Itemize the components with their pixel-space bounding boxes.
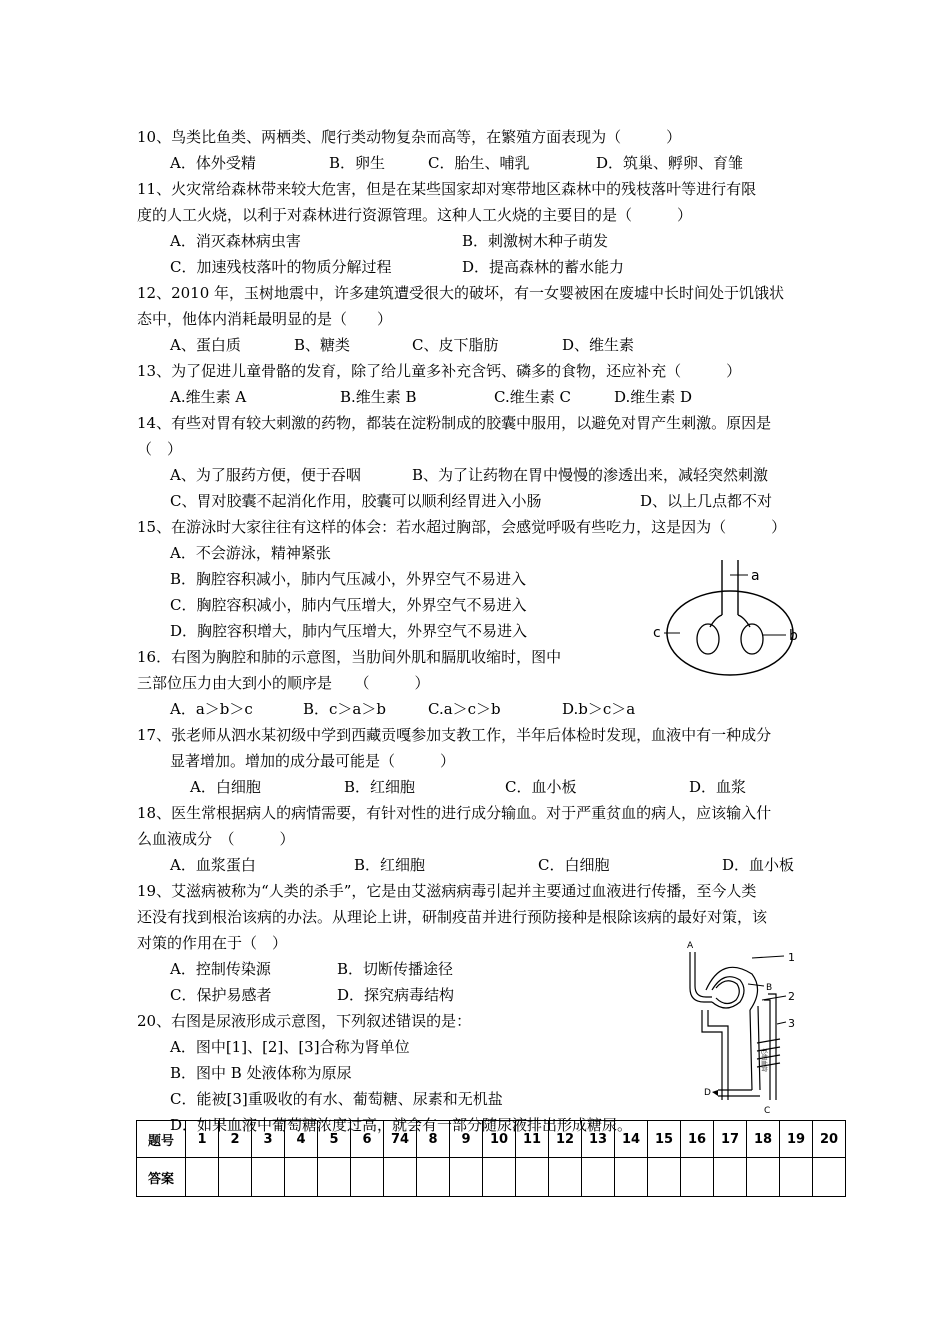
q13-option-c: C.维生素 C [494,388,571,406]
question-number-cell: 20 [813,1121,846,1158]
label-D: D [704,1088,711,1098]
question-number-cell: 18 [747,1121,780,1158]
answer-cell[interactable] [780,1158,813,1197]
q14-option-c: C、胃对胶囊不起消化作用，胶囊可以顺利经胃进入小肠 [170,492,542,510]
question-number-cell: 1 [186,1121,219,1158]
label-c: c [653,625,661,641]
q11-stem-line1: 11、火灾常给森林带来较大危害，但是在某些国家却对寒带地区森林中的残枝落叶等进行有限 [137,180,757,198]
q19-stem-line1: 19、艾滋病被称为“人类的杀手”，它是由艾滋病病毒引起并主要通过血液进行传播，至今人类 [137,882,757,900]
answer-cell[interactable] [483,1158,516,1197]
answer-cell[interactable] [318,1158,351,1197]
q12-option-c: C、皮下脂肪 [412,336,499,354]
question-number-cell: 15 [648,1121,681,1158]
q19-stem-line3: 对策的作用在于（ ） [137,934,288,952]
q10-option-b: B．卵生 [329,154,386,172]
q19-option-a: A．控制传染源 [170,960,271,978]
answer-label: 答案 [137,1158,186,1197]
question-number-cell: 8 [417,1121,450,1158]
answer-cell[interactable] [252,1158,285,1197]
label-a: a [751,568,760,584]
left-lung [697,624,719,654]
q20-stem: 20、右图是尿液形成示意图，下列叙述错误的是： [137,1012,472,1030]
q10-option-d: D．筑巢、孵卵、育雏 [596,154,744,172]
q18-option-a: A．血浆蛋白 [170,856,256,874]
question-number-cell: 74 [384,1121,417,1158]
answer-cell[interactable] [648,1158,681,1197]
question-number-label: 题号 [137,1121,186,1158]
label-b: b [789,628,798,644]
answer-cell[interactable] [219,1158,252,1197]
q16-option-b: B．c＞a＞b [303,700,386,718]
q14-option-d: D、以上几点都不对 [640,492,773,510]
q16-option-d: D.b＞c＞a [562,700,636,718]
q18-option-d: D．血小板 [722,856,795,874]
q20-option-d: D．如果血液中葡萄糖浓度过高，就会有一部分随尿液排出形成糖尿。 [170,1116,633,1134]
q13-stem: 13、为了促进儿童骨骼的发育，除了给儿童多补充含钙、磷多的食物，还应补充（ ） [137,362,742,380]
question-number-cell: 6 [351,1121,384,1158]
question-number-cell: 4 [285,1121,318,1158]
answer-cell[interactable] [186,1158,219,1197]
q10-option-a: A．体外受精 [170,154,256,172]
q15-option-d: D．胸腔容积增大，肺内气压增大，外界空气不易进入 [170,622,528,640]
question-number-cell: 11 [516,1121,549,1158]
label-3: 3 [788,1017,795,1030]
q12-option-d: D、维生素 [562,336,635,354]
q10-option-c: C．胎生、哺乳 [428,154,530,172]
q12-option-b: B、糖类 [294,336,351,354]
q15-option-c: C．胸腔容积减小，肺内气压增大，外界空气不易进入 [170,596,527,614]
q16-option-c: C.a＞c＞b [428,700,501,718]
answer-cell[interactable] [813,1158,846,1197]
q11-option-a: A．消灭森林病虫害 [170,232,301,250]
answer-cell[interactable] [384,1158,417,1197]
answer-cell[interactable] [615,1158,648,1197]
q17-stem-line1: 17、张老师从泗水某初级中学到西藏贡嘎参加支教工作，半年后体检时发现，血液中有一种成分 [137,726,772,744]
q19-stem-line2: 还没有找到根治该病的办法。从理论上讲，研制疫苗并进行预防接种是根除该病的最好对策，该 [137,908,768,926]
q15-stem: 15、在游泳时大家往往有这样的体会：若水超过胸部，会感觉呼吸有些吃力，这是因为（ ） [137,518,787,536]
nephron-diagram [682,940,810,1115]
q18-stem-line2: 么血液成分 （ ） [137,830,295,848]
q13-option-b: B.维生素 B [340,388,417,406]
q18-stem-line1: 18、医生常根据病人的病情需要，有针对性的进行成分输血。对于严重贫血的病人，应该输入什 [137,804,772,822]
q19-option-c: C．保护易感者 [170,986,272,1004]
q15-option-a: A．不会游泳，精神紧张 [170,544,331,562]
q10-stem: 10、鸟类比鱼类、两栖类、爬行类动物复杂而高等，在繁殖方面表现为（ ） [137,128,682,146]
trachea [722,560,738,615]
answer-cell[interactable] [516,1158,549,1197]
q11-stem-line2: 度的人工火烧，以利于对森林进行资源管理。这种人工火烧的主要目的是（ ） [137,206,693,224]
q12-stem-line2: 态中，他体内消耗最明显的是（ ） [137,310,393,328]
answer-cell[interactable] [714,1158,747,1197]
question-number-cell: 3 [252,1121,285,1158]
label-A: A [687,941,694,951]
q12-stem-line1: 12、2010 年，玉树地震中，许多建筑遭受很大的破坏，有一女婴被困在废墟中长时间处于饥饿状 [137,284,785,302]
answer-cell[interactable] [351,1158,384,1197]
q16-option-a: A．a＞b＞c [170,700,253,718]
q17-option-c: C．血小板 [505,778,577,796]
answer-cell[interactable] [747,1158,780,1197]
label-2: 2 [788,990,795,1003]
question-number-cell: 5 [318,1121,351,1158]
answer-cell[interactable] [285,1158,318,1197]
question-number-cell: 2 [219,1121,252,1158]
q20-option-c: C．能被[3]重吸收的有水、葡萄糖、尿素和无机盐 [170,1090,503,1108]
q14-stem-line2: （ ） [137,440,183,458]
q16-stem-line1: 16．右图为胸腔和肺的示意图，当肋间外肌和膈肌收缩时，图中 [137,648,562,666]
q16-stem-line2: 三部位压力由大到小的顺序是 （ ） [137,674,430,692]
answer-table-header-row [137,1121,846,1158]
label-C: C [764,1106,771,1115]
q15-option-b: B．胸腔容积减小，肺内气压减小，外界空气不易进入 [170,570,527,588]
question-number-cell: 19 [780,1121,813,1158]
answer-table [136,1120,846,1197]
label-B: B [766,983,773,993]
q18-option-b: B．红细胞 [354,856,426,874]
q20-option-b: B．图中 B 处液体称为原尿 [170,1064,352,1082]
capillary-label: 毛细血管 [760,1048,767,1073]
question-number-cell: 12 [549,1121,582,1158]
afferent-vessel [690,952,712,1002]
q11-option-d: D．提高森林的蓄水能力 [462,258,625,276]
q17-option-d: D．血浆 [689,778,747,796]
question-number-cell: 10 [483,1121,516,1158]
answer-cell[interactable] [582,1158,615,1197]
answer-table-answer-row [137,1158,846,1197]
answer-cell[interactable] [681,1158,714,1197]
q12-option-a: A、蛋白质 [170,336,241,354]
q19-option-b: B．切断传播途径 [337,960,454,978]
q13-option-a: A.维生素 A [170,388,247,406]
answer-cell[interactable] [417,1158,450,1197]
question-number-cell: 17 [714,1121,747,1158]
q19-option-d: D．探究病毒结构 [337,986,455,1004]
q17-option-a: A．白细胞 [190,778,261,796]
lung-diagram [650,555,815,680]
q11-option-c: C．加速残枝落叶的物质分解过程 [170,258,392,276]
q18-option-c: C．白细胞 [538,856,610,874]
q14-stem-line1: 14、有些对胃有较大刺激的药物，都装在淀粉制成的胶囊中服用，以避免对胃产生刺激。原因是 [137,414,772,432]
q20-option-a: A．图中[1]、[2]、[3]合称为肾单位 [170,1038,410,1056]
q17-stem-line2: 显著增加。增加的成分最可能是（ ） [170,752,456,770]
question-number-cell: 13 [582,1121,615,1158]
q13-option-d: D.维生素 D [614,388,693,406]
thoracic-cavity-outline [667,591,793,675]
answer-cell[interactable] [549,1158,582,1197]
question-number-cell: 14 [615,1121,648,1158]
q14-option-a: A、为了服药方便，便于吞咽 [170,466,361,484]
q17-option-b: B．红细胞 [344,778,416,796]
bronchi [710,615,750,627]
renal-tubule [750,1006,760,1090]
answer-cell[interactable] [450,1158,483,1197]
question-number-cell: 9 [450,1121,483,1158]
question-number-cell: 16 [681,1121,714,1158]
right-lung [741,624,763,654]
q11-option-b: B．刺激树木种子萌发 [462,232,609,250]
q14-option-b: B、为了让药物在胃中慢慢的渗透出来，减轻突然刺激 [412,466,769,484]
label-1: 1 [788,951,795,964]
